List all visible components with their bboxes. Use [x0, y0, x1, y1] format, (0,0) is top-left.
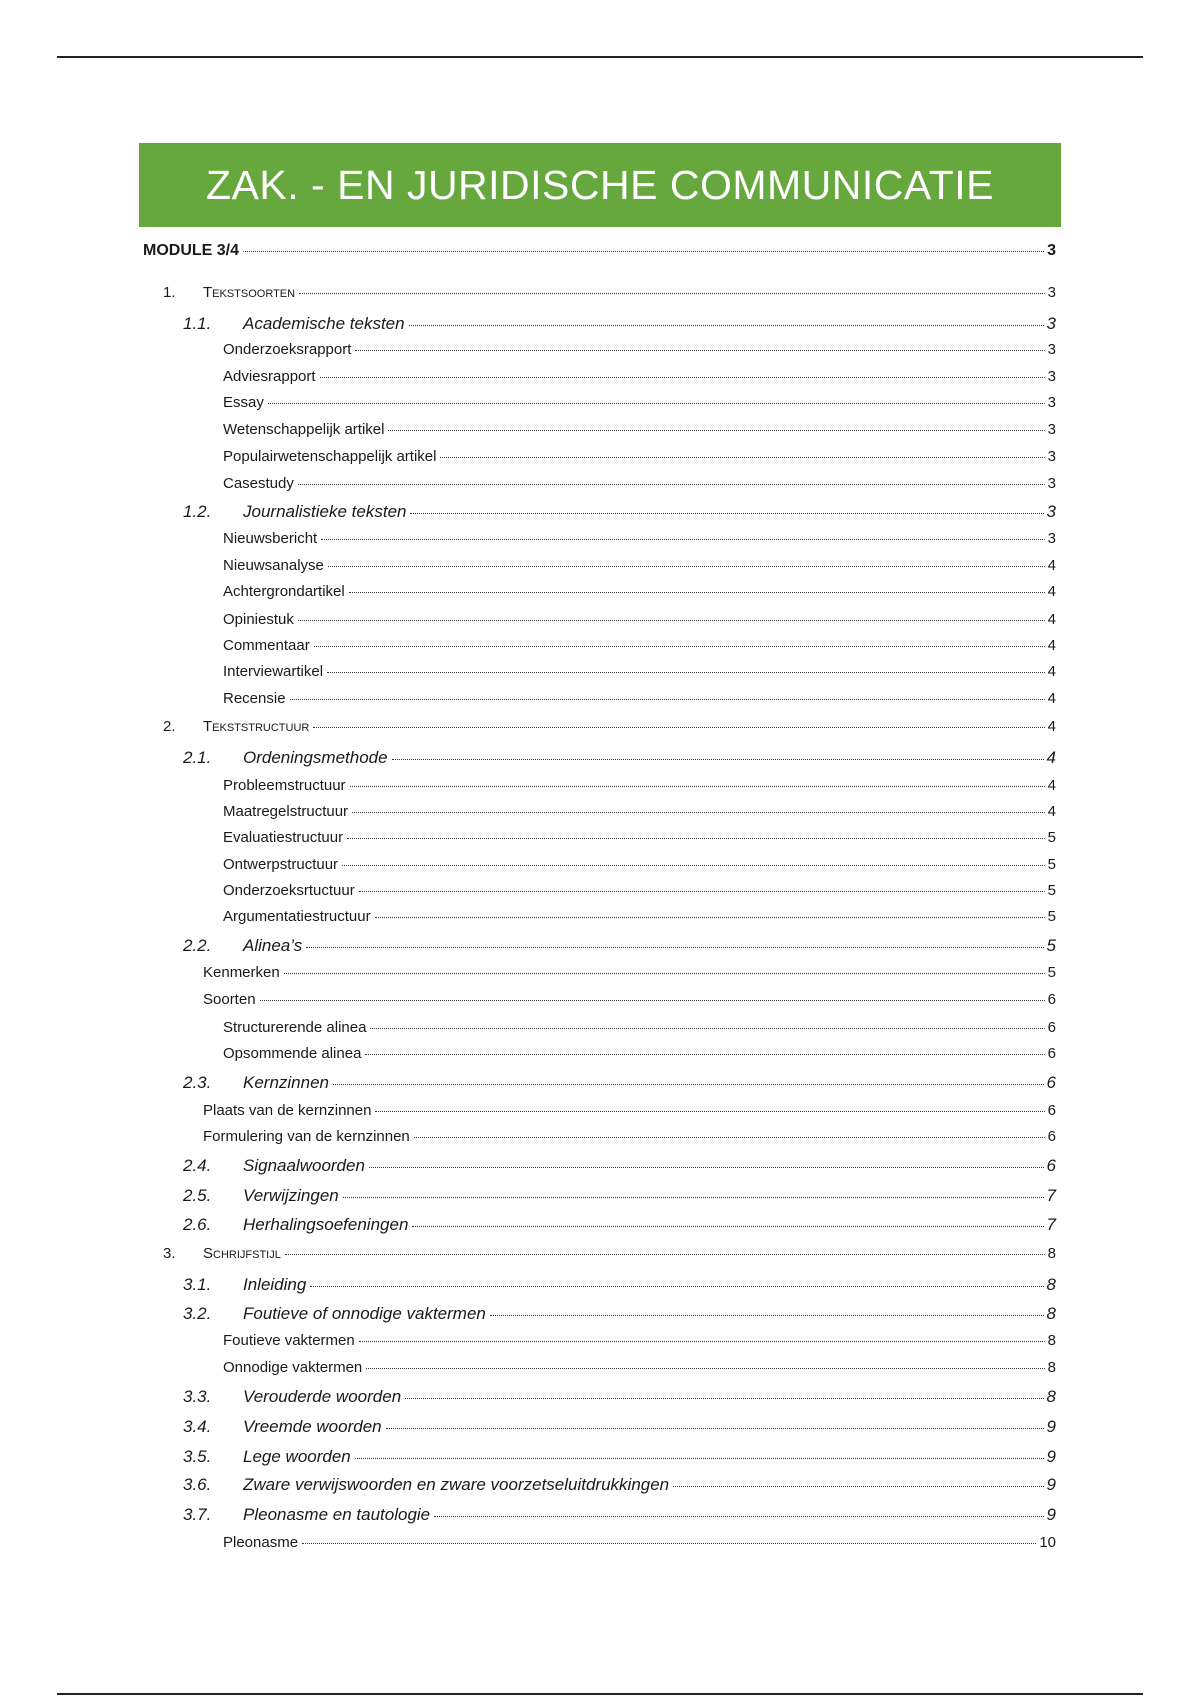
toc-entry-label: Opiniestuk [223, 611, 294, 628]
toc-dot-leader [409, 325, 1044, 326]
toc-dot-leader [327, 672, 1045, 673]
toc-dot-leader [673, 1486, 1043, 1487]
toc-dot-leader [260, 1000, 1045, 1001]
toc-dot-leader [342, 865, 1045, 866]
toc-dot-leader [321, 539, 1044, 540]
toc-entry-page-number: 4 [1047, 803, 1056, 820]
toc-entry-page-number: 5 [1046, 936, 1056, 955]
toc-entry-label: Zware verwijswoorden en zware voorzetseluitdrukkingen [243, 1475, 670, 1494]
toc-entry[interactable] [223, 1360, 1056, 1375]
toc-entry[interactable] [183, 1476, 1056, 1493]
toc-dot-leader [343, 1197, 1044, 1198]
toc-entry[interactable] [183, 1388, 1056, 1405]
toc-entry-label: Casestudy [223, 475, 294, 492]
toc-entry[interactable] [223, 778, 1056, 793]
toc-entry-label: Adviesrapport [223, 368, 316, 385]
toc-entry-page-number: 8 [1046, 1275, 1056, 1294]
toc-entry-label: Foutieve vaktermen [223, 1332, 355, 1349]
toc-entry-page-number: 6 [1047, 1019, 1056, 1036]
toc-entry-page-number: 4 [1047, 777, 1056, 794]
toc-entry-label: Maatregelstructuur [223, 803, 349, 820]
toc-dot-leader [375, 1111, 1044, 1112]
toc-entry-label: Evaluatiestructuur [223, 829, 344, 846]
toc-entry[interactable] [223, 476, 1056, 491]
toc-entry-page-number: 9 [1046, 1417, 1056, 1436]
toc-entry-label: Foutieve of onnodige vaktermen [243, 1304, 486, 1323]
toc-entry[interactable] [183, 937, 1056, 954]
toc-entry-label: Vreemde woorden [243, 1417, 382, 1436]
toc-entry[interactable] [183, 315, 1056, 332]
toc-dot-leader [352, 812, 1045, 813]
toc-entry-label: Essay [223, 394, 264, 411]
toc-entry-number: 1.2. [183, 502, 212, 521]
toc-entry-label: Ontwerpstructuur [223, 856, 339, 873]
toc-entry[interactable] [223, 449, 1056, 464]
toc-entry-label: Journalistieke teksten [243, 502, 407, 521]
toc-entry[interactable] [203, 965, 1056, 980]
toc-entry[interactable] [163, 719, 1056, 734]
toc-entry[interactable] [223, 804, 1056, 819]
toc-entry[interactable] [203, 1103, 1056, 1118]
toc-entry-page-number: 4 [1047, 557, 1056, 574]
toc-entry[interactable] [223, 1046, 1056, 1061]
toc-dot-leader [490, 1315, 1044, 1316]
toc-entry[interactable] [223, 830, 1056, 845]
toc-entry-number: 3.1. [183, 1275, 212, 1294]
toc-entry[interactable] [223, 691, 1056, 706]
toc-dot-leader [405, 1398, 1043, 1399]
toc-entry-label: Herhalingsoefeningen [243, 1215, 409, 1234]
toc-dot-leader [412, 1226, 1043, 1227]
toc-entry-label: Tekststructuur [203, 718, 310, 735]
toc-dot-leader [284, 973, 1045, 974]
toc-dot-leader [299, 293, 1045, 294]
toc-entry[interactable] [163, 285, 1056, 300]
toc-entry-page-number: 4 [1046, 748, 1056, 767]
toc-entry-label: Interviewartikel [223, 663, 324, 680]
toc-entry-page-number: 9 [1046, 1475, 1056, 1494]
toc-entry-label: Tekstsoorten [203, 284, 296, 301]
toc-entry-page-number: 3 [1047, 284, 1056, 301]
toc-dot-leader [290, 699, 1045, 700]
toc-entry-page-number: 3 [1047, 242, 1056, 259]
toc-entry-number: 3.4. [183, 1417, 212, 1436]
toc-dot-leader [370, 1028, 1044, 1029]
toc-entry-number: 2.6. [183, 1215, 212, 1234]
toc-entry-page-number: 6 [1046, 1073, 1056, 1092]
toc-entry-number: 2.4. [183, 1156, 212, 1175]
toc-dot-leader [369, 1167, 1044, 1168]
toc-entry-page-number: 7 [1046, 1215, 1056, 1234]
toc-entry-label: Populairwetenschappelijk artikel [223, 448, 437, 465]
toc-entry[interactable] [143, 243, 1056, 259]
toc-entry[interactable] [183, 749, 1056, 766]
toc-entry[interactable] [223, 584, 1056, 599]
toc-entry-page-number: 6 [1046, 1156, 1056, 1175]
toc-entry-page-number: 4 [1047, 611, 1056, 628]
toc-entry-label: Inleiding [243, 1275, 307, 1294]
toc-entry-label: Nieuwsanalyse [223, 557, 324, 574]
toc-entry[interactable] [223, 558, 1056, 573]
toc-entry-page-number: 6 [1047, 1045, 1056, 1062]
toc-dot-leader [285, 1254, 1045, 1255]
toc-dot-leader [298, 620, 1045, 621]
toc-entry-page-number: 3 [1047, 368, 1056, 385]
toc-dot-leader [359, 1341, 1045, 1342]
toc-entry-label: Pleonasme en tautologie [243, 1505, 431, 1524]
toc-entry-number: 3.3. [183, 1387, 212, 1406]
toc-entry[interactable] [223, 342, 1056, 357]
toc-entry-page-number: 6 [1047, 1128, 1056, 1145]
toc-entry-number: 3. [163, 1245, 176, 1262]
toc-entry-page-number: 10 [1039, 1534, 1056, 1551]
toc-entry-page-number: 5 [1047, 964, 1056, 981]
toc-entry[interactable] [163, 1246, 1056, 1261]
toc-entry[interactable] [223, 883, 1056, 898]
toc-entry-page-number: 4 [1047, 718, 1056, 735]
toc-entry[interactable] [223, 1535, 1056, 1550]
toc-entry-label: Wetenschappelijk artikel [223, 421, 385, 438]
toc-entry-number: 3.2. [183, 1304, 212, 1323]
toc-entry-label: Nieuwsbericht [223, 530, 318, 547]
toc-entry[interactable] [183, 1448, 1056, 1465]
toc-dot-leader [243, 251, 1044, 252]
toc-dot-leader [333, 1084, 1044, 1085]
toc-dot-leader [320, 377, 1045, 378]
toc-entry-label: Achtergrondartikel [223, 583, 345, 600]
toc-dot-leader [302, 1543, 1036, 1544]
toc-entry-number: 2.5. [183, 1186, 212, 1205]
toc-entry[interactable] [183, 1157, 1056, 1174]
toc-entry[interactable] [203, 1129, 1056, 1144]
toc-entry[interactable] [223, 1020, 1056, 1035]
toc-dot-leader [313, 727, 1044, 728]
toc-entry-page-number: 3 [1047, 475, 1056, 492]
toc-entry-number: 2.2. [183, 936, 212, 955]
toc-entry-page-number: 6 [1047, 991, 1056, 1008]
toc-entry[interactable] [223, 612, 1056, 627]
toc-entry-page-number: 3 [1046, 314, 1056, 333]
toc-dot-leader [314, 646, 1045, 647]
toc-entry-label: Signaalwoorden [243, 1156, 365, 1175]
toc-entry[interactable] [183, 1276, 1056, 1293]
toc-dot-leader [350, 786, 1045, 787]
toc-entry-page-number: 3 [1047, 421, 1056, 438]
toc-entry-page-number: 5 [1047, 856, 1056, 873]
toc-dot-leader [310, 1286, 1043, 1287]
toc-dot-leader [414, 1137, 1045, 1138]
toc-entry[interactable] [183, 1305, 1056, 1322]
toc-entry-page-number: 5 [1047, 882, 1056, 899]
toc-entry-label: Onnodige vaktermen [223, 1359, 363, 1376]
toc-entry-label: Schrijfstijl [203, 1245, 281, 1262]
toc-entry[interactable] [223, 422, 1056, 437]
document-title: ZAK. - EN JURIDISCHE COMMUNICATIE [206, 161, 994, 208]
toc-entry[interactable] [183, 1418, 1056, 1435]
toc-entry-number: 3.6. [183, 1475, 212, 1494]
toc-entry[interactable] [223, 909, 1056, 924]
toc-entry-label: Probleemstructuur [223, 777, 346, 794]
toc-entry[interactable] [223, 395, 1056, 410]
toc-entry-label: MODULE 3/4 [143, 242, 240, 259]
toc-dot-leader [298, 484, 1045, 485]
toc-entry-label: Verouderde woorden [243, 1387, 402, 1406]
toc-entry-number: 1.1. [183, 314, 212, 333]
toc-entry-page-number: 8 [1046, 1304, 1056, 1323]
toc-entry-label: Commentaar [223, 637, 310, 654]
toc-entry-page-number: 8 [1047, 1332, 1056, 1349]
toc-entry-label: Onderzoeksrtuctuur [223, 882, 355, 899]
toc-entry-page-number: 5 [1047, 908, 1056, 925]
toc-entry-label: Lege woorden [243, 1447, 351, 1466]
toc-entry-page-number: 3 [1046, 502, 1056, 521]
toc-dot-leader [306, 947, 1043, 948]
toc-entry[interactable] [183, 1074, 1056, 1091]
toc-entry[interactable] [183, 503, 1056, 520]
toc-dot-leader [434, 1516, 1043, 1517]
toc-dot-leader [440, 457, 1044, 458]
toc-entry-number: 3.7. [183, 1505, 212, 1524]
toc-entry-page-number: 9 [1046, 1447, 1056, 1466]
toc-entry-page-number: 6 [1047, 1102, 1056, 1119]
toc-entry-page-number: 4 [1047, 690, 1056, 707]
toc-entry-page-number: 8 [1047, 1245, 1056, 1262]
toc-dot-leader [347, 838, 1045, 839]
toc-entry-label: Verwijzingen [243, 1186, 339, 1205]
toc-entry-page-number: 8 [1047, 1359, 1056, 1376]
toc-entry-page-number: 3 [1047, 530, 1056, 547]
toc-entry-label: Pleonasme [223, 1534, 299, 1551]
toc-entry-label: Onderzoeksrapport [223, 341, 352, 358]
toc-entry-label: Argumentatiestructuur [223, 908, 371, 925]
toc-entry-page-number: 8 [1046, 1387, 1056, 1406]
toc-entry[interactable] [183, 1506, 1056, 1523]
toc-dot-leader [268, 403, 1045, 404]
toc-entry-label: Opsommende alinea [223, 1045, 362, 1062]
toc-dot-leader [392, 759, 1044, 760]
toc-entry-label: Kenmerken [203, 964, 280, 981]
toc-entry[interactable] [223, 369, 1056, 384]
toc-entry-label: Structurerende alinea [223, 1019, 367, 1036]
toc-entry-label: Alinea’s [243, 936, 303, 955]
toc-entry-number: 2.1. [183, 748, 212, 767]
toc-dot-leader [328, 566, 1045, 567]
toc-dot-leader [355, 1458, 1044, 1459]
toc-dot-leader [349, 592, 1045, 593]
toc-entry-label: Soorten [203, 991, 256, 1008]
toc-entry-page-number: 4 [1047, 663, 1056, 680]
toc-entry-label: Ordeningsmethode [243, 748, 388, 767]
toc-dot-leader [386, 1428, 1044, 1429]
toc-entry-page-number: 3 [1047, 341, 1056, 358]
toc-entry-page-number: 3 [1047, 394, 1056, 411]
toc-entry[interactable] [223, 531, 1056, 546]
toc-entry-number: 2.3. [183, 1073, 212, 1092]
toc-entry-page-number: 4 [1047, 637, 1056, 654]
toc-entry[interactable] [223, 664, 1056, 679]
toc-dot-leader [359, 891, 1045, 892]
toc-entry-number: 1. [163, 284, 176, 301]
toc-entry-label: Kernzinnen [243, 1073, 330, 1092]
toc-entry[interactable] [223, 1333, 1056, 1348]
toc-entry-label: Formulering van de kernzinnen [203, 1128, 410, 1145]
toc-entry-label: Recensie [223, 690, 286, 707]
toc-entry-page-number: 5 [1047, 829, 1056, 846]
toc-entry-label: Plaats van de kernzinnen [203, 1102, 372, 1119]
toc-entry-page-number: 9 [1046, 1505, 1056, 1524]
bottom-rule [57, 1693, 1143, 1695]
toc-dot-leader [375, 917, 1045, 918]
toc-entry-page-number: 4 [1047, 583, 1056, 600]
toc-entry-number: 3.5. [183, 1447, 212, 1466]
toc-dot-leader [388, 430, 1044, 431]
toc-entry[interactable] [183, 1187, 1056, 1204]
toc-dot-leader [365, 1054, 1044, 1055]
toc-entry[interactable] [223, 638, 1056, 653]
toc-dot-leader [410, 513, 1043, 514]
toc-entry-page-number: 3 [1047, 448, 1056, 465]
toc-dot-leader [366, 1368, 1044, 1369]
toc-entry[interactable] [183, 1216, 1056, 1233]
toc-entry[interactable] [203, 992, 1056, 1007]
toc-entry[interactable] [223, 857, 1056, 872]
toc-entry-number: 2. [163, 718, 176, 735]
toc-entry-label: Academische teksten [243, 314, 405, 333]
toc-entry-page-number: 7 [1046, 1186, 1056, 1205]
toc-dot-leader [355, 350, 1044, 351]
